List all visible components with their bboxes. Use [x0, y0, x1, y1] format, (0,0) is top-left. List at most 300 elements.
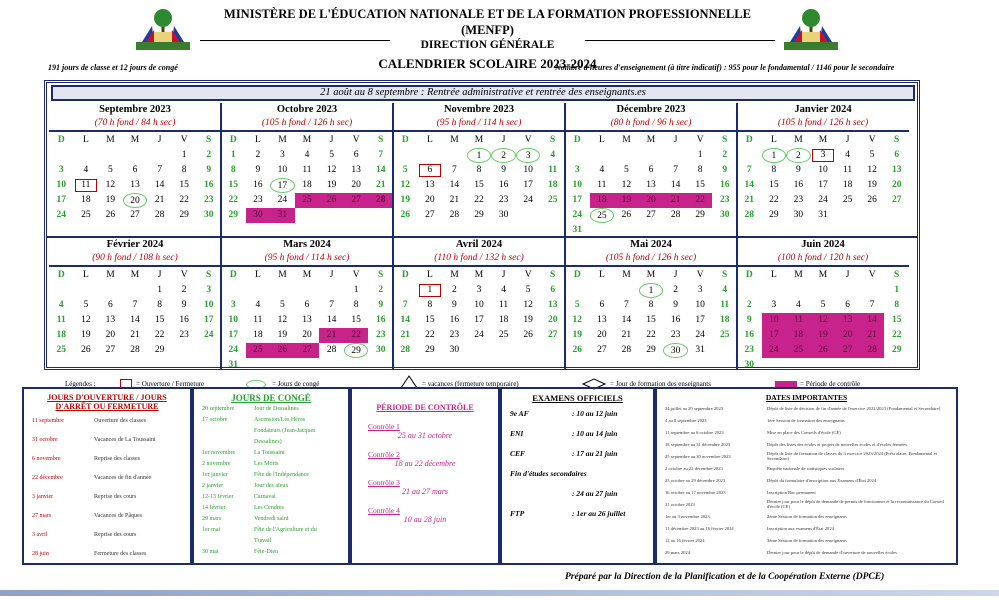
day-cell	[786, 358, 811, 373]
row-label: Travail	[254, 537, 272, 544]
row-label: Dernier jour pour le dépôt de demande de permis de fonctionner et la reconnaissance du Conseil d'école (CE)	[767, 499, 944, 509]
row-label: Reprise des classes	[94, 455, 140, 462]
day-cell: 11	[56, 315, 66, 325]
day-header: V	[180, 270, 188, 280]
day-cell	[712, 343, 737, 358]
day-header: S	[206, 270, 212, 280]
day-cell: 21	[744, 195, 755, 205]
day-cell: 24	[56, 210, 67, 220]
day-cell	[762, 283, 787, 298]
day-cell: 8	[771, 165, 777, 175]
month-mars-2024	[221, 238, 393, 374]
day-cell: 24	[228, 345, 239, 355]
day-header: V	[352, 270, 360, 280]
day-header: D	[745, 270, 753, 280]
exam-row	[502, 403, 653, 423]
day-header: V	[352, 135, 360, 145]
day-cell: 10	[523, 165, 533, 175]
month-separator	[49, 130, 221, 132]
box-ouverture-rows	[24, 411, 190, 563]
info-row	[194, 458, 348, 469]
day-cell	[590, 283, 615, 298]
day-cell: 4	[83, 165, 89, 175]
info-row	[657, 438, 956, 450]
row-label: Dépôt du formulaire d'inscription aux Examens d'État 2024	[767, 477, 877, 483]
day-cell	[221, 283, 246, 298]
day-cell: 9	[673, 300, 678, 310]
day-header: M	[794, 270, 803, 280]
month-hours: (105 h fond / 126 h sec)	[261, 118, 353, 128]
day-cell: 15	[179, 180, 189, 190]
day-cell: 3	[697, 285, 703, 295]
day-cell: 30	[246, 208, 271, 223]
day-cell: 21	[375, 180, 386, 190]
day-cell: 22	[154, 330, 165, 340]
day-cell: 21	[663, 193, 688, 208]
day-cell: 19	[867, 180, 877, 190]
day-cell: 8	[476, 165, 482, 175]
month-décembre-2023	[565, 103, 737, 239]
day-cell: 29	[425, 345, 435, 355]
day-cell: 25	[786, 343, 811, 358]
day-cell: 21	[319, 328, 344, 343]
box-ouverture	[22, 387, 192, 565]
day-cell: 18	[302, 180, 312, 190]
day-cell: 14	[860, 313, 885, 328]
day-cell	[565, 283, 590, 298]
month-grid	[393, 268, 565, 358]
row-label: Fermeture des classes	[94, 550, 147, 557]
day-cell: 22	[891, 330, 902, 340]
day-cell: 30	[203, 210, 214, 220]
info-row	[194, 502, 348, 513]
month-hours: (80 h fond / 96 h sec)	[610, 118, 692, 128]
controle-dates: 21 au 27 mars	[401, 487, 448, 496]
day-cell: 18	[253, 330, 263, 340]
day-cell: 7	[157, 165, 162, 175]
month-separator	[737, 265, 909, 267]
day-cell: 18	[719, 315, 730, 325]
day-cell: 30	[498, 210, 509, 220]
day-cell	[393, 148, 418, 163]
day-cell: 21	[449, 195, 460, 205]
day-cell: 14	[400, 315, 411, 325]
days-note: 191 jours de classe et 12 jours de congé	[48, 63, 178, 72]
day-cell: 3	[58, 165, 64, 175]
month-title: Octobre 2023	[276, 104, 338, 115]
day-cell: 5	[820, 300, 826, 310]
day-cell: 8	[353, 300, 359, 310]
row-label: Dépôt de liste de formation de classes du 3 exercice 2023/2024 (Préscolaire, Fondamental et Secondaire)	[767, 451, 937, 461]
day-cell: 25	[498, 330, 509, 340]
day-cell: 3	[476, 285, 482, 295]
row-label: Dépôt des listes des écoles et projets de nouvelles écoles et d'écoles fermées	[767, 441, 907, 447]
day-cell: 12	[277, 315, 288, 325]
day-header: S	[378, 270, 384, 280]
info-row	[24, 525, 190, 544]
day-cell: 28	[621, 345, 632, 355]
day-cell: 17	[474, 315, 484, 325]
legend-label: Légendes :	[65, 380, 96, 388]
info-row	[657, 474, 956, 486]
day-cell: 11	[842, 165, 853, 175]
day-cell: 18	[842, 180, 853, 190]
day-cell: 27	[835, 343, 860, 358]
exam-dates: : 17 au 21 juin	[572, 448, 618, 458]
day-cell: 30	[744, 360, 755, 370]
day-cell: 12	[572, 315, 583, 325]
day-cell: 11	[302, 165, 312, 175]
day-cell: 6	[418, 163, 443, 178]
day-cell: 15	[425, 315, 435, 325]
day-cell: 19	[326, 180, 337, 190]
month-mai-2024	[565, 238, 737, 374]
row-date: 3 janvier	[32, 493, 54, 500]
month-separator	[49, 265, 221, 267]
box-controle	[350, 387, 500, 565]
day-cell: 14	[154, 180, 165, 190]
day-header: D	[573, 270, 581, 280]
day-cell: 22	[769, 195, 779, 205]
row-date: 14 février	[202, 504, 226, 511]
day-cell	[123, 283, 148, 298]
exam-dates: : 10 au 14 juin	[572, 428, 618, 438]
day-cell: 12	[400, 180, 411, 190]
day-header: D	[57, 270, 65, 280]
day-cell: 23	[203, 195, 214, 205]
row-date: 22 décembre	[32, 474, 63, 481]
day-cell: 2	[181, 285, 187, 295]
day-cell: 30	[663, 343, 688, 358]
day-cell: 15	[769, 180, 779, 190]
exam-name: CEF	[510, 448, 526, 458]
day-cell: 19	[614, 193, 639, 208]
day-cell: 18	[547, 180, 558, 190]
row-date: 28 juin	[32, 550, 49, 557]
day-header: M	[106, 135, 115, 145]
day-header: L	[770, 135, 777, 145]
day-cell: 6	[599, 300, 605, 310]
day-cell: 13	[351, 165, 361, 175]
info-row	[657, 462, 956, 474]
day-cell: 8	[427, 300, 433, 310]
row-date: 29 mars	[202, 515, 222, 522]
info-row	[194, 403, 348, 414]
day-cell	[319, 208, 344, 223]
month-title: Septembre 2023	[99, 104, 171, 115]
day-cell: 17	[695, 315, 705, 325]
day-cell: 2	[491, 148, 516, 163]
month-octobre-2023	[221, 103, 393, 239]
info-row	[194, 535, 348, 546]
day-cell: 3	[230, 300, 236, 310]
day-cell	[565, 148, 590, 163]
day-cell: 26	[867, 195, 877, 205]
row-label: 1ère Session de formation des enseignants	[767, 417, 845, 423]
day-cell	[663, 148, 688, 163]
day-cell: 27	[646, 210, 656, 220]
info-row	[194, 469, 348, 480]
day-cell	[270, 283, 295, 298]
day-header: L	[426, 135, 433, 145]
day-cell	[418, 148, 443, 163]
day-cell: 22	[228, 195, 239, 205]
day-cell: 8	[157, 300, 162, 310]
day-cell: 16	[179, 315, 189, 325]
day-cell: 26	[621, 210, 632, 220]
day-cell: 29	[228, 210, 239, 220]
row-date: 20 septembre	[202, 405, 235, 412]
day-cell: 11	[720, 300, 730, 310]
day-cell	[98, 148, 123, 163]
day-cell: 12	[523, 300, 533, 310]
day-cell: 14	[621, 315, 632, 325]
month-avril-2024	[393, 238, 565, 374]
month-grid	[737, 268, 909, 373]
day-cell: 19	[523, 315, 533, 325]
day-header: V	[524, 270, 532, 280]
day-cell: 19	[81, 330, 91, 340]
day-cell: 29	[769, 210, 779, 220]
day-cell: 9	[206, 165, 212, 175]
info-row	[657, 534, 956, 546]
day-cell: 2	[378, 285, 384, 295]
day-cell	[540, 343, 565, 358]
day-cell: 20	[891, 180, 902, 190]
day-header: J	[157, 135, 162, 145]
day-cell: 26	[319, 193, 344, 208]
day-cell: 2	[786, 148, 811, 163]
day-cell: 20	[302, 330, 312, 340]
row-label: Ouverture des classes	[94, 417, 146, 424]
day-cell: 6	[304, 300, 310, 310]
box-controle-rows	[352, 422, 498, 524]
day-cell: 19	[400, 195, 411, 205]
day-cell: 10	[56, 180, 67, 190]
row-label: Fête-Dieu	[254, 548, 278, 555]
box-controle-title: PÉRIODE DE CONTRÔLE	[376, 403, 474, 412]
day-cell: 28	[449, 210, 460, 220]
day-cell: 11	[786, 313, 811, 328]
day-header: M	[646, 135, 656, 145]
day-cell: 6	[108, 300, 113, 310]
info-row	[194, 513, 348, 524]
exam-dates: : 24 au 27 juin	[572, 488, 618, 498]
day-cell: 5	[869, 150, 875, 160]
day-cell: 17	[762, 328, 787, 343]
row-date: 11 septembre	[32, 417, 64, 424]
day-cell: 23	[719, 195, 730, 205]
day-cell: 10	[474, 300, 484, 310]
day-header: D	[401, 135, 409, 145]
row-label: Fête de l'Agriculture et du	[254, 526, 317, 533]
day-cell: 10	[203, 300, 214, 310]
month-hours: (105 h fond / 126 h sec)	[605, 253, 697, 263]
day-cell: 31	[695, 345, 705, 355]
info-row	[194, 414, 348, 425]
day-cell: 29	[344, 343, 369, 358]
day-header: V	[868, 135, 876, 145]
day-cell: 17	[56, 195, 67, 205]
day-cell: 31	[572, 225, 583, 235]
direction-title: DIRECTION GÉNÉRALE	[420, 39, 555, 51]
day-cell: 25	[295, 193, 320, 208]
info-row	[194, 425, 348, 436]
day-cell: 14	[449, 180, 460, 190]
day-cell: 18	[498, 315, 509, 325]
day-cell: 4	[304, 150, 310, 160]
row-label: Inscription aux examens d'État 2024	[767, 525, 834, 531]
day-cell	[442, 148, 467, 163]
day-cell: 8	[697, 165, 703, 175]
day-cell: 25	[246, 343, 271, 358]
day-cell	[467, 343, 492, 358]
day-cell: 5	[574, 300, 580, 310]
info-row	[657, 498, 956, 510]
day-cell: 8	[181, 165, 187, 175]
day-cell: 28	[670, 210, 681, 220]
day-cell: 5	[624, 165, 629, 175]
day-cell	[344, 208, 369, 223]
day-header: S	[550, 135, 556, 145]
info-row	[657, 546, 956, 558]
day-cell: 4	[58, 300, 64, 310]
day-header: J	[673, 270, 678, 280]
day-header: M	[302, 270, 312, 280]
day-header: J	[501, 135, 506, 145]
month-separator	[737, 130, 909, 132]
day-cell: 6	[132, 165, 138, 175]
day-cell	[835, 358, 860, 373]
month-grid	[393, 133, 565, 223]
row-label: Jour de Dessalines	[254, 405, 299, 412]
day-cell: 9	[452, 300, 457, 310]
box-ouverture-title-a: JOURS D'OUVERTURE / JOURS	[47, 393, 167, 402]
month-title: Février 2024	[106, 239, 164, 250]
day-cell: 2	[673, 285, 678, 295]
row-separator	[47, 236, 917, 238]
day-cell: 1	[181, 150, 187, 160]
controle-label: Contrôle 1	[368, 422, 400, 431]
row-label: Dernier jour pour le dépôt de demande d'ouverture de nouvelles écoles	[767, 549, 897, 555]
month-separator	[565, 265, 737, 267]
row-date: 29 mars 2024	[665, 549, 691, 555]
month-title: Janvier 2024	[794, 104, 852, 115]
row-date: 1er mai	[202, 526, 221, 533]
day-cell: 12	[621, 180, 632, 190]
day-header: S	[206, 135, 212, 145]
day-cell	[491, 343, 516, 358]
info-row	[24, 544, 190, 563]
day-cell: 29	[474, 210, 484, 220]
day-cell	[74, 283, 99, 298]
day-cell: 28	[400, 345, 411, 355]
day-cell	[319, 358, 344, 373]
day-header: L	[254, 135, 261, 145]
day-cell: 15	[228, 180, 239, 190]
month-hours: (95 h fond / 114 h sec)	[264, 253, 350, 263]
day-cell: 23	[793, 195, 804, 205]
day-cell: 24	[203, 330, 214, 340]
day-cell: 27	[891, 195, 902, 205]
day-header: M	[818, 270, 828, 280]
row-label: Fondateurs (Jean-Jacques	[254, 427, 316, 434]
day-cell: 18	[81, 195, 91, 205]
day-cell: 13	[891, 165, 902, 175]
day-cell	[246, 358, 271, 373]
day-cell: 7	[673, 165, 678, 175]
day-cell: 25	[590, 208, 615, 223]
day-cell: 21	[400, 330, 411, 340]
day-cell: 3	[206, 285, 212, 295]
day-cell: 25	[547, 195, 558, 205]
month-hours: (95 h fond / 114 h sec)	[436, 118, 522, 128]
day-header: M	[278, 135, 287, 145]
haiti-coat-of-arms-left	[132, 8, 194, 54]
day-cell: 10	[818, 165, 828, 175]
month-separator	[221, 130, 393, 132]
day-header: J	[501, 270, 506, 280]
day-cell	[123, 148, 148, 163]
day-cell: 24	[523, 195, 533, 205]
day-cell: 16	[744, 330, 755, 340]
row-label: Vacances de Pâques	[94, 512, 142, 519]
day-cell	[884, 208, 909, 223]
day-header: M	[106, 270, 115, 280]
day-cell: 22	[344, 328, 369, 343]
box-dates-rows	[657, 402, 956, 558]
day-cell: 14	[670, 180, 681, 190]
row-date: 25 septembre au 30 novembre 2023	[665, 453, 731, 459]
day-cell: 1	[467, 148, 492, 163]
legend-controle-text: = Période de contrôle	[800, 380, 861, 388]
day-cell	[295, 283, 320, 298]
info-row	[194, 436, 348, 447]
day-header: V	[868, 270, 876, 280]
day-cell: 9	[746, 315, 752, 325]
day-cell: 2	[746, 300, 752, 310]
day-cell: 28	[326, 345, 337, 355]
day-header: L	[770, 270, 777, 280]
day-cell: 27	[105, 345, 116, 355]
day-cell: 3	[811, 148, 836, 163]
day-cell: 20	[105, 330, 116, 340]
day-cell: 15	[646, 315, 656, 325]
day-cell: 7	[746, 165, 752, 175]
day-cell: 26	[270, 343, 295, 358]
day-cell: 15	[474, 180, 484, 190]
day-cell: 6	[550, 285, 556, 295]
row-label: Reprise des cours	[94, 493, 137, 500]
day-header: V	[180, 135, 188, 145]
day-cell: 6	[845, 300, 850, 310]
info-row	[657, 450, 956, 462]
day-cell: 29	[154, 345, 165, 355]
day-cell: 3	[280, 150, 285, 160]
month-grid	[49, 268, 221, 358]
day-cell	[270, 358, 295, 373]
day-cell: 7	[132, 300, 138, 310]
exam-row	[502, 463, 653, 483]
day-cell: 7	[452, 165, 457, 175]
day-header: M	[474, 135, 484, 145]
day-cell: 29	[695, 210, 705, 220]
info-row	[24, 506, 190, 525]
day-header: J	[845, 135, 850, 145]
info-row	[657, 522, 956, 534]
row-label: Vacances de fin d'année	[94, 474, 152, 481]
box-examens	[500, 387, 655, 565]
